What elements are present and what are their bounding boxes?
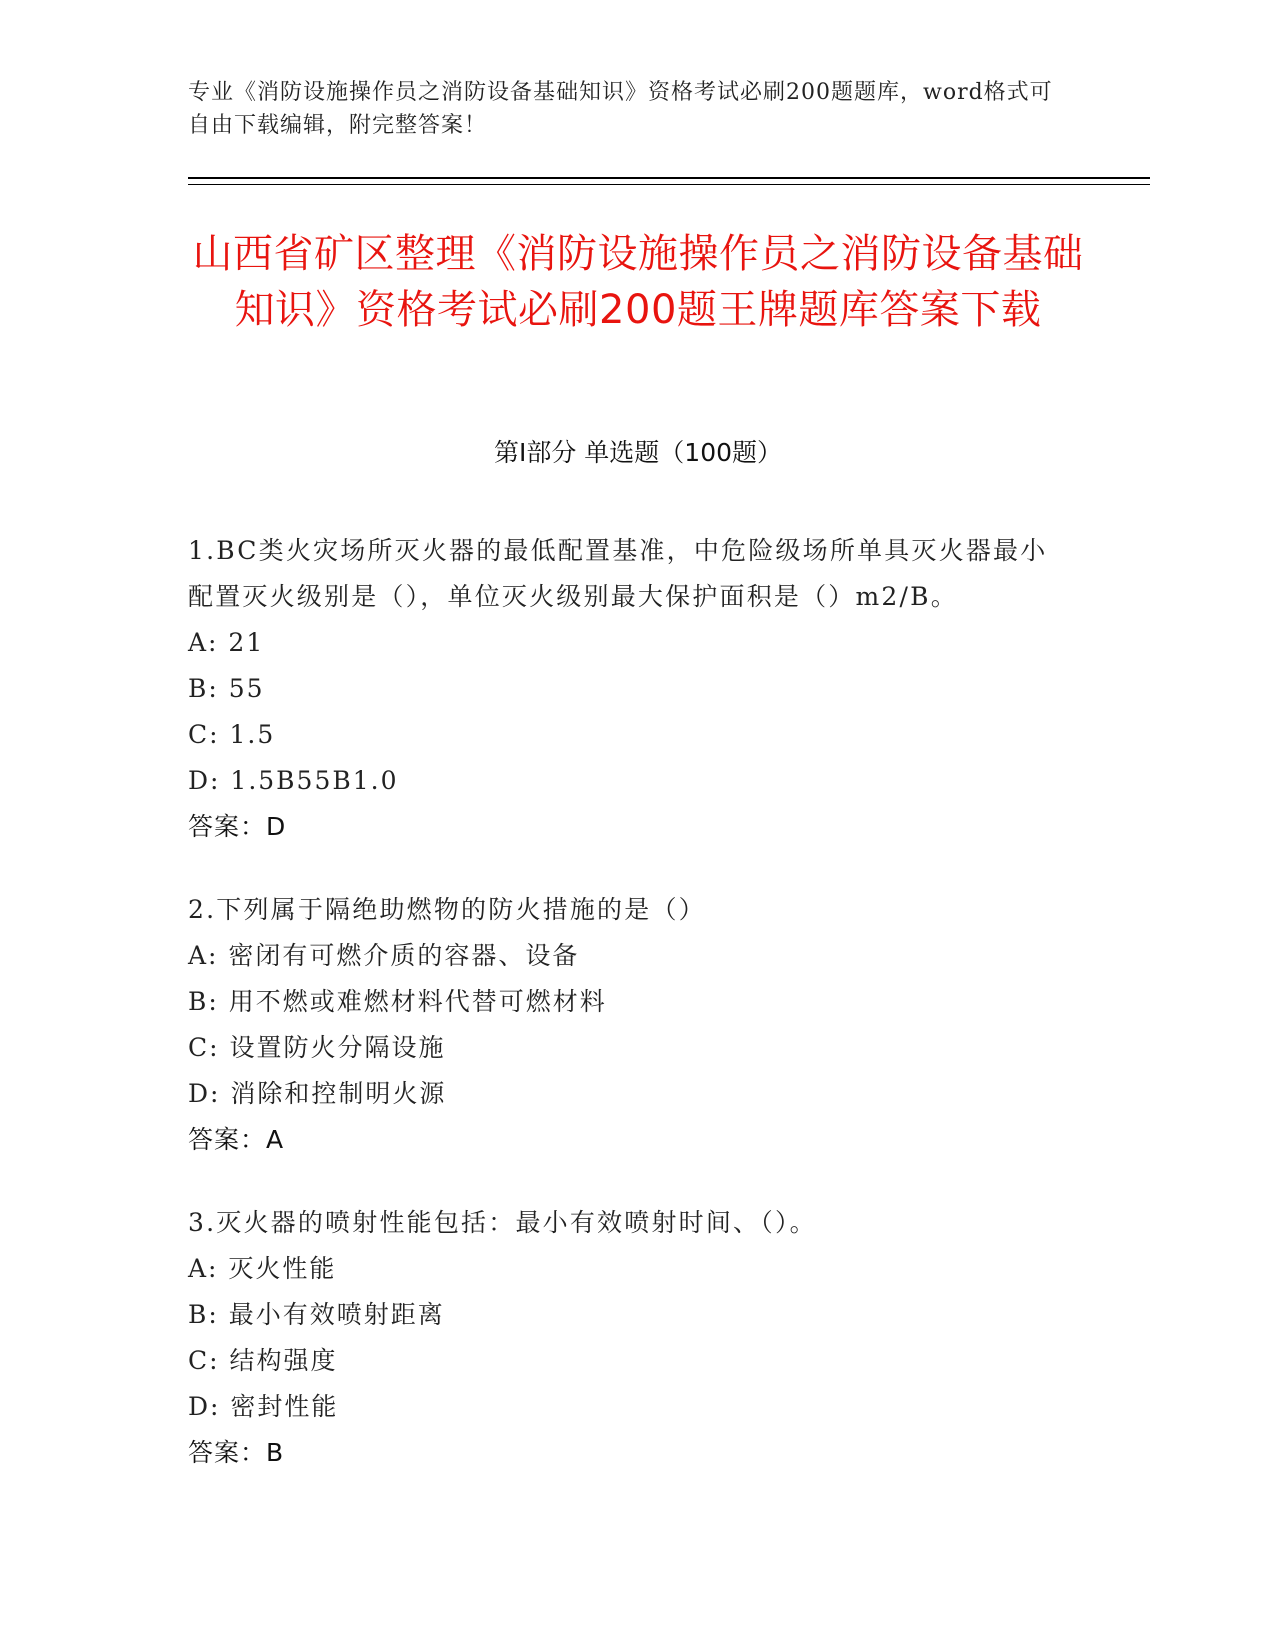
option-a: A: 灭火性能: [188, 1254, 337, 1283]
question-2: [188, 887, 1088, 1163]
option-c: C: 结构强度: [188, 1346, 338, 1375]
option-b: B: 55: [188, 674, 265, 703]
document-title: 山西省矿区整理《消防设施操作员之消防设备基础知识》资格考试必刷200题王牌题库答案下载: [192, 231, 1084, 333]
option-a: A: 密闭有可燃介质的容器、设备: [188, 941, 580, 970]
option-a: A: 21: [188, 628, 265, 657]
question-stem: 1.BC类火灾场所灭火器的最低配置基准，中危险级场所单具灭火器最小配置灭火级别是（），单位灭火级别最大保护面积是（）m2/B。: [188, 536, 1048, 611]
answer-line: 答案：D: [188, 812, 287, 841]
question-stem: 3.灭火器的喷射性能包括：最小有效喷射时间、（）。: [188, 1208, 817, 1237]
header-divider-thick: [188, 177, 1150, 179]
option-d: D: 1.5B55B1.0: [188, 766, 399, 795]
question-1: [188, 528, 1088, 850]
option-c: C: 设置防火分隔设施: [188, 1033, 446, 1062]
answer-line: 答案：A: [188, 1125, 285, 1154]
option-d: D: 消除和控制明火源: [188, 1079, 447, 1108]
question-3: [188, 1200, 1088, 1476]
option-c: C: 1.5: [188, 720, 276, 749]
question-list: [188, 528, 1088, 1513]
header-divider-thin: [188, 184, 1150, 185]
header-note: 专业《消防设施操作员之消防设备基础知识》资格考试必刷200题题库，word格式可自由下载编辑，附完整答案！: [188, 80, 1053, 138]
option-d: D: 密封性能: [188, 1392, 339, 1421]
option-b: B: 用不燃或难燃材料代替可燃材料: [188, 987, 607, 1016]
question-stem: 2.下列属于隔绝助燃物的防火措施的是（）: [188, 895, 706, 924]
option-b: B: 最小有效喷射距离: [188, 1300, 445, 1329]
section-heading: 第Ⅰ部分 单选题（100题）: [493, 438, 783, 467]
answer-line: 答案：B: [188, 1438, 285, 1467]
